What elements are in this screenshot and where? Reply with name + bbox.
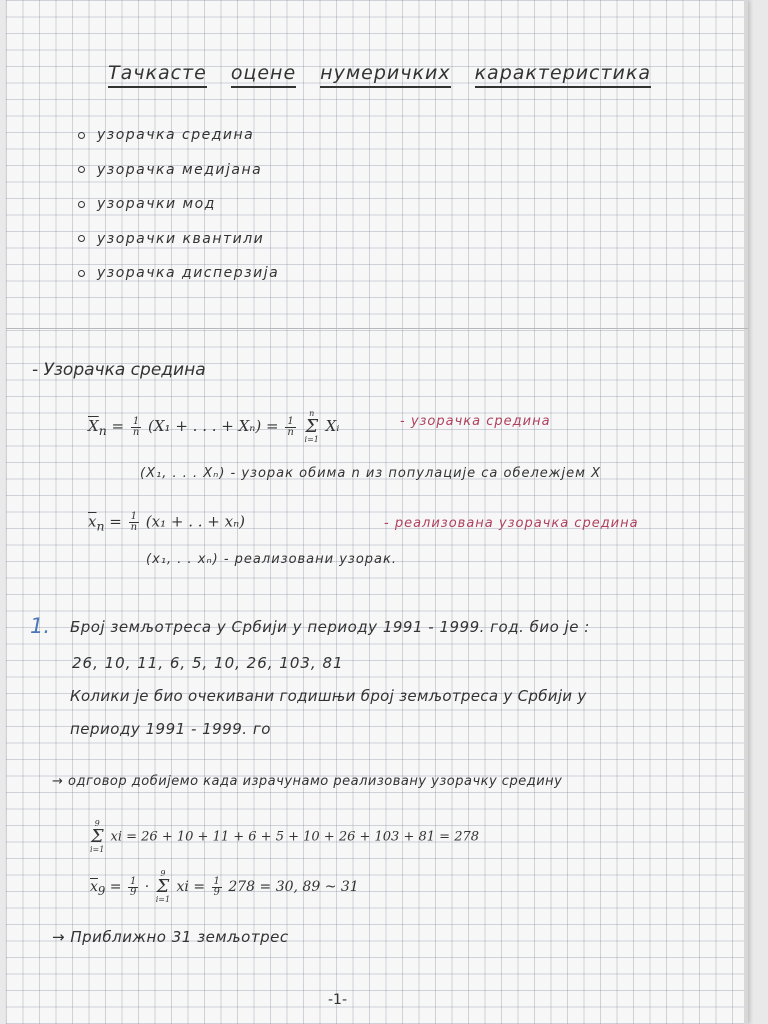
sum-symbol: n Σ i=1	[304, 409, 319, 444]
title-word: Тачкасте	[108, 62, 207, 88]
fraction: $\frac{1}{9}$	[129, 875, 137, 898]
problem-data: 26, 10, 11, 6, 5, 10, 26, 103, 81	[72, 654, 344, 672]
page-edge	[744, 0, 748, 1024]
answer-intro: → одговор добијемо када израчунамо реализовану узорачку средину	[52, 774, 563, 789]
sum-formula: 9 Σ i=1 xi = 26 + 10 + 11 + 6 + 5 + 10 + 26 + 103 + 81 = 278	[90, 819, 480, 854]
section-heading: - Узорачка средина	[32, 360, 206, 380]
sample-description: (X₁, . . . Xₙ) - узорак обима n из популације са обележјем X	[140, 466, 601, 481]
fraction: $\frac{1}{n}$	[287, 415, 294, 438]
list-item: узорачки мод	[78, 187, 279, 222]
title-word: карактеристика	[475, 62, 651, 88]
list-item: узорачки квантили	[78, 222, 279, 257]
realized-sample-line: (x₁, . . xₙ) - реализовани узорак.	[146, 552, 397, 567]
fraction: $\frac{1}{n}$	[132, 415, 140, 438]
bullet-icon	[78, 201, 85, 208]
page-title	[108, 62, 652, 88]
realized-mean-formula: $\overline{x}_n$ = $\frac{1}{n}$ (x₁ + . . + xₙ)	[88, 511, 246, 534]
sum-symbol: 9 Σ i=1	[155, 869, 171, 904]
list-item: узорачка медијана	[78, 153, 279, 188]
list-item: узорачка средина	[78, 118, 279, 153]
notebook-page	[6, 0, 748, 1024]
bullet-icon	[78, 132, 85, 139]
problem-text: Колики је био очекивани годишњи број земљотреса у Србији у	[70, 687, 587, 705]
formula-note: - узорачка средина	[400, 414, 551, 429]
problem-number: 1.	[30, 614, 51, 638]
mean-calculation: $\overline{x}_9$ = $\frac{1}{9}$ · 9 Σ i=1 xi = $\frac{1}{9}$ 278 = 30, 89 ~ 31	[90, 869, 359, 904]
formula-note: - реализована узорачка средина	[384, 516, 639, 531]
conclusion: → Приближно 31 земљотрес	[52, 928, 289, 946]
bullet-icon	[78, 235, 85, 242]
title-word: нумеричких	[320, 62, 450, 88]
fraction: $\frac{1}{n}$	[130, 511, 138, 533]
title-word: оцене	[231, 62, 296, 88]
page-fold-line	[6, 328, 748, 329]
sum-symbol: 9 Σ i=1	[90, 819, 105, 854]
fraction: $\frac{1}{9}$	[213, 875, 220, 898]
page-number: -1-	[328, 992, 348, 1008]
list-item: узорачка дисперзија	[78, 256, 279, 291]
problem-text: Број земљотреса у Србији у периоду 1991 - 1999. год. био је :	[70, 618, 590, 636]
bullet-icon	[78, 270, 85, 277]
problem-text: периоду 1991 - 1999. го	[70, 720, 271, 738]
sample-mean-formula: $\overline{X}_n$ = $\frac{1}{n}$ (X₁ + . . . + Xₙ) = $\frac{1}{n}$ n Σ i=1 Xᵢ	[88, 409, 340, 444]
bullet-list	[78, 118, 279, 291]
bullet-icon	[78, 166, 85, 173]
